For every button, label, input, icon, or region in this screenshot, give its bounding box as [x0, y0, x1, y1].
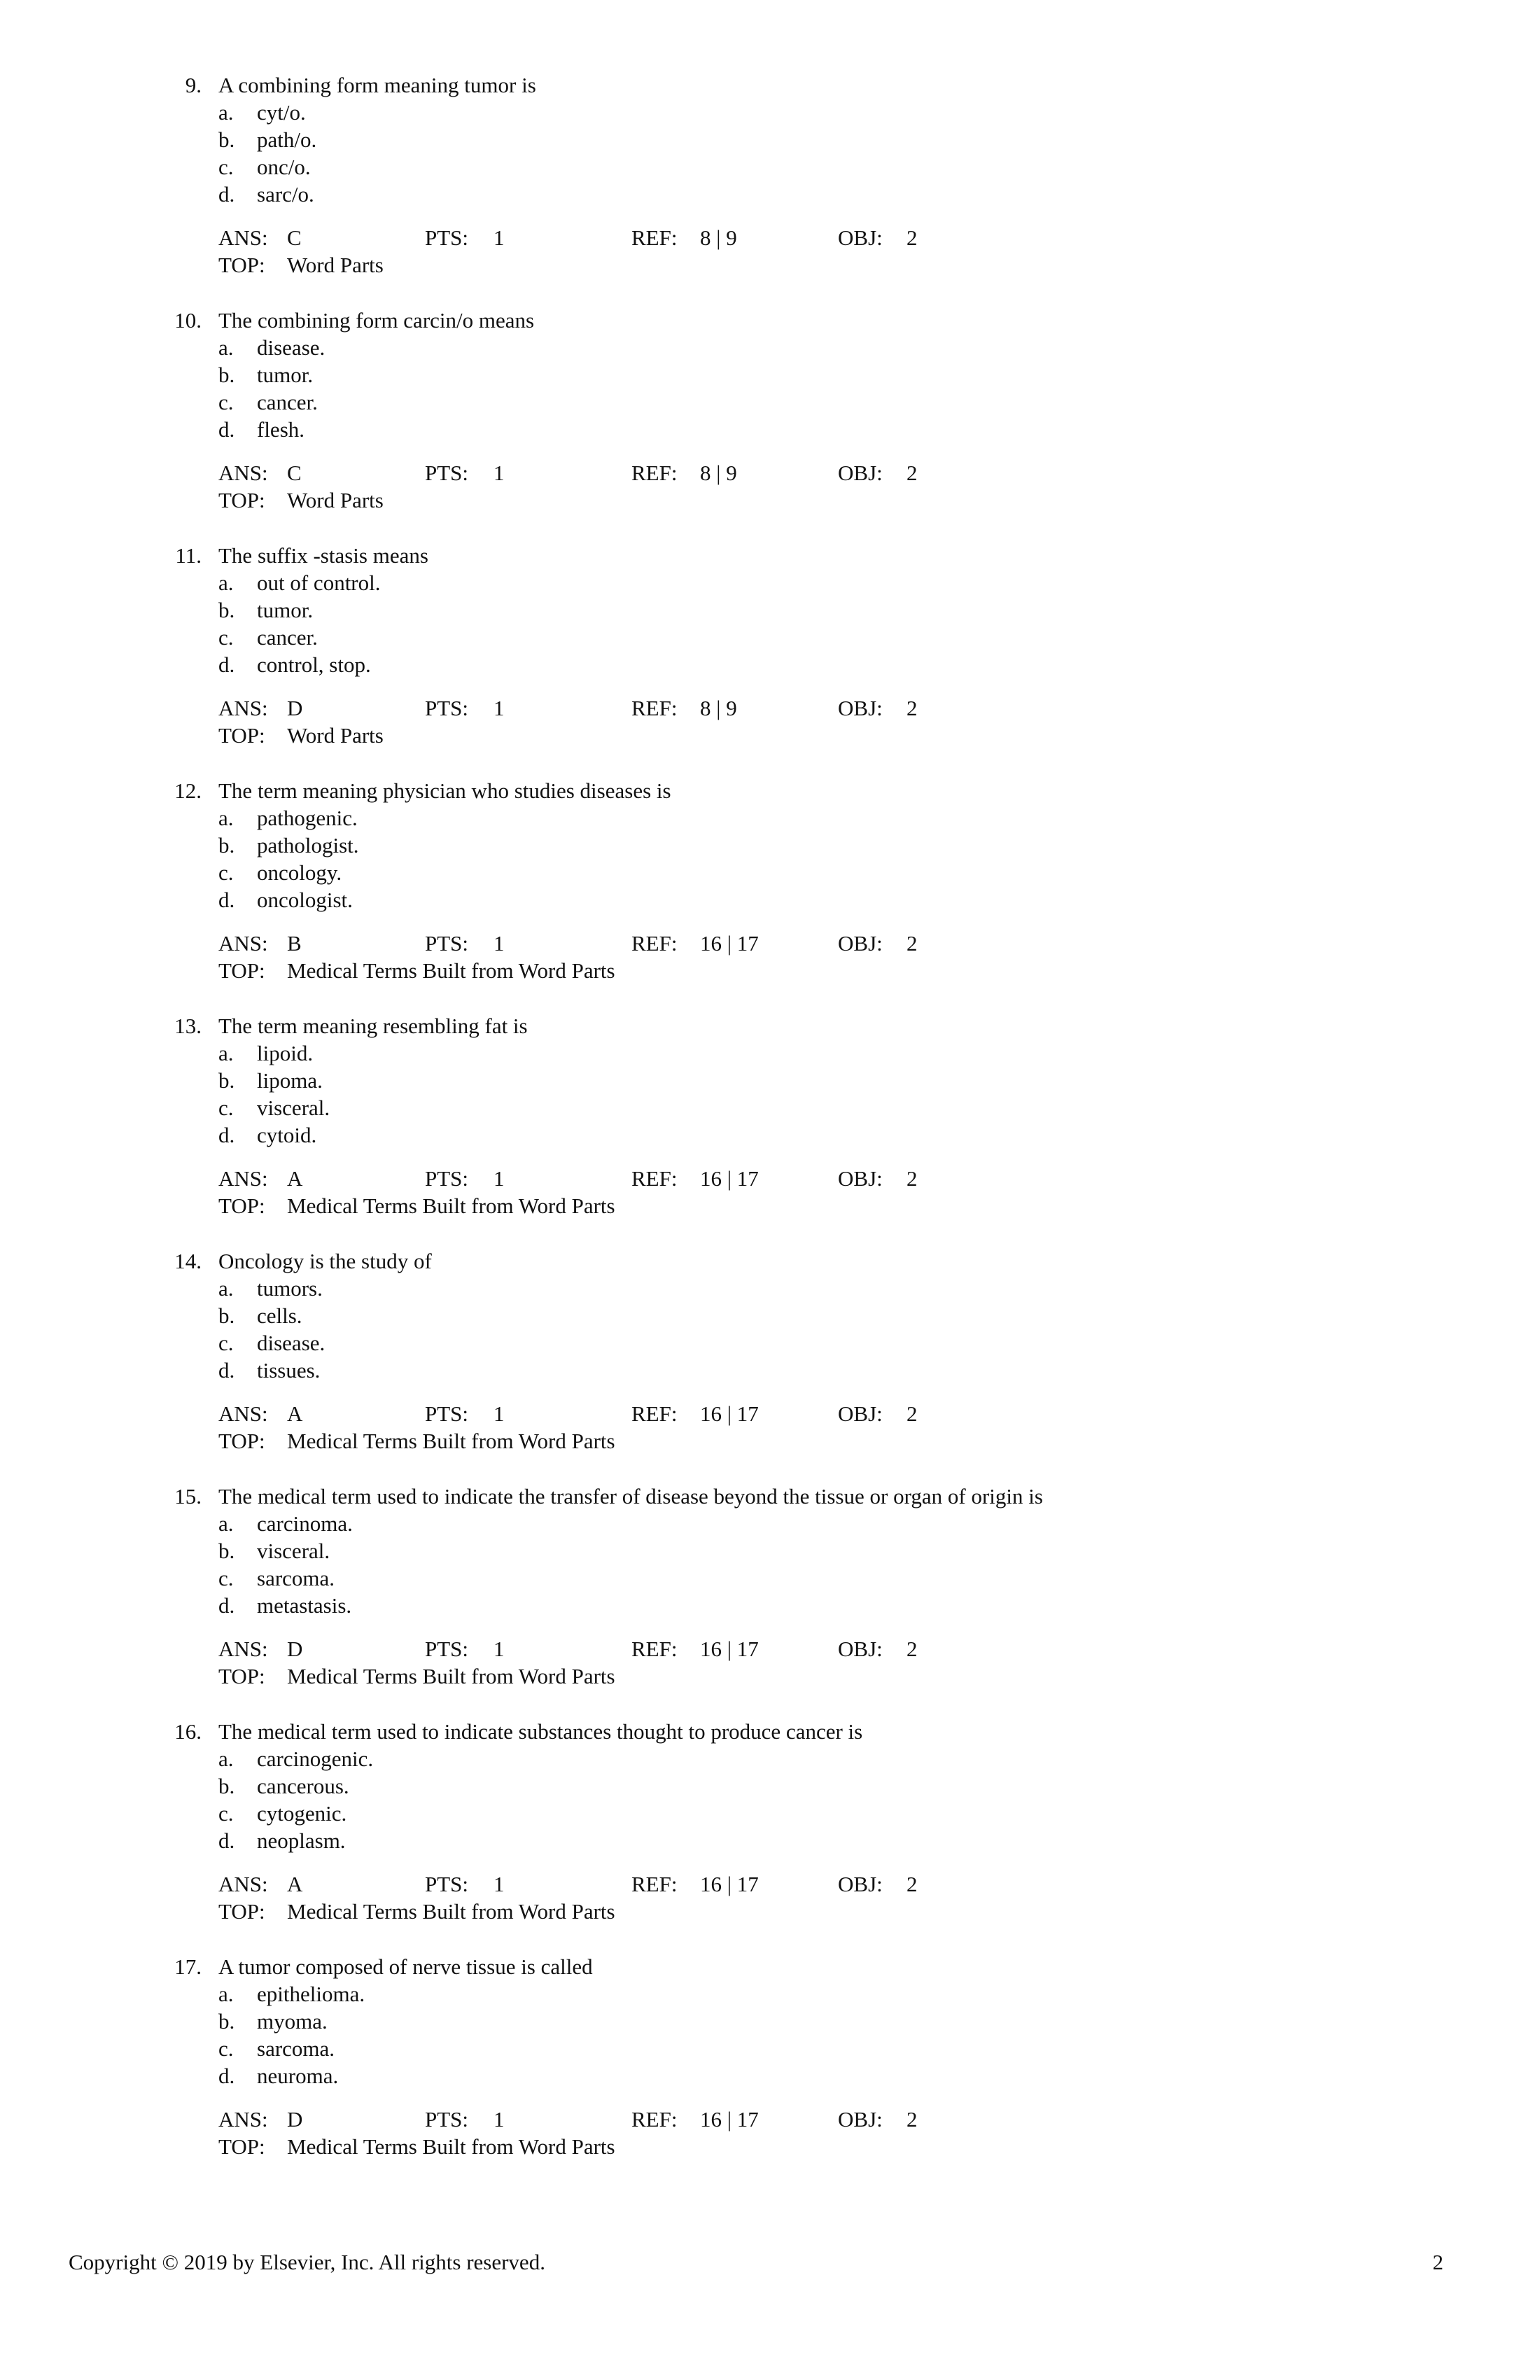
option-letter: b. — [218, 363, 235, 387]
option-text: carcinogenic. — [257, 1746, 374, 1771]
reference-label: REF: — [631, 1637, 678, 1661]
reference-label: REF: — [631, 225, 678, 250]
answer-value: A — [287, 1166, 303, 1191]
answer-label: ANS: — [218, 2107, 268, 2132]
option-text: flesh. — [257, 417, 305, 442]
points-label: PTS: — [425, 696, 469, 720]
option-letter: c. — [218, 390, 234, 414]
option-letter: d. — [218, 1123, 235, 1147]
option-letter: a. — [218, 1041, 234, 1065]
answer-value: B — [287, 931, 302, 955]
question-text: Oncology is the study of — [218, 1249, 432, 1273]
answer-label: ANS: — [218, 461, 268, 485]
points-label: PTS: — [425, 1637, 469, 1661]
objective-label: OBJ: — [838, 461, 883, 485]
objective-label: OBJ: — [838, 696, 883, 720]
topic-label: TOP: — [218, 1899, 265, 1924]
option-text: sarcoma. — [257, 2036, 335, 2061]
option-letter: b. — [218, 127, 235, 152]
question-block — [0, 1247, 1540, 1483]
question-text: The term meaning physician who studies diseases is — [218, 778, 671, 803]
option-text: visceral. — [257, 1539, 330, 1563]
question-block — [0, 777, 1540, 1012]
option-letter: a. — [218, 335, 234, 360]
points-label: PTS: — [425, 1872, 469, 1896]
option-text: metastasis. — [257, 1593, 352, 1618]
points-value: 1 — [493, 931, 505, 955]
topic-label: TOP: — [218, 723, 265, 748]
objective-value: 2 — [906, 225, 918, 250]
question-text: The combining form carcin/o means — [218, 308, 535, 332]
points-value: 1 — [493, 1872, 505, 1896]
option-letter: b. — [218, 2009, 235, 2033]
question-number: 15. — [174, 1484, 202, 1508]
topic-label: TOP: — [218, 1194, 265, 1218]
option-letter: d. — [218, 888, 235, 912]
option-letter: a. — [218, 100, 234, 125]
points-label: PTS: — [425, 931, 469, 955]
option-text: pathologist. — [257, 833, 359, 858]
option-letter: d. — [218, 1358, 235, 1382]
objective-label: OBJ: — [838, 2107, 883, 2132]
option-letter: b. — [218, 1068, 235, 1093]
reference-label: REF: — [631, 1166, 678, 1191]
reference-value: 16 | 17 — [700, 2107, 759, 2132]
option-letter: b. — [218, 1774, 235, 1798]
reference-value: 16 | 17 — [700, 1401, 759, 1426]
reference-value: 16 | 17 — [700, 931, 759, 955]
option-letter: c. — [218, 1331, 234, 1355]
reference-value: 8 | 9 — [700, 461, 737, 485]
topic-label: TOP: — [218, 488, 265, 512]
question-text: The term meaning resembling fat is — [218, 1014, 528, 1038]
reference-label: REF: — [631, 931, 678, 955]
answer-label: ANS: — [218, 1637, 268, 1661]
answer-value: D — [287, 2107, 303, 2132]
option-letter: b. — [218, 1539, 235, 1563]
question-number: 14. — [174, 1249, 202, 1273]
question-text: The medical term used to indicate the transfer of disease beyond the tissue or organ of origin is — [218, 1484, 1043, 1508]
option-text: control, stop. — [257, 652, 371, 677]
option-text: neuroma. — [257, 2064, 339, 2088]
points-value: 1 — [493, 1166, 505, 1191]
option-text: cancerous. — [257, 1774, 349, 1798]
answer-label: ANS: — [218, 1401, 268, 1426]
objective-value: 2 — [906, 1872, 918, 1896]
option-letter: d. — [218, 1593, 235, 1618]
reference-label: REF: — [631, 2107, 678, 2132]
objective-value: 2 — [906, 1166, 918, 1191]
question-number: 13. — [174, 1014, 202, 1038]
points-value: 1 — [493, 461, 505, 485]
option-letter: d. — [218, 417, 235, 442]
objective-value: 2 — [906, 931, 918, 955]
question-number: 16. — [174, 1719, 202, 1744]
option-text: sarc/o. — [257, 182, 314, 206]
points-value: 1 — [493, 225, 505, 250]
option-text: myoma. — [257, 2009, 328, 2033]
points-label: PTS: — [425, 1401, 469, 1426]
option-text: sarcoma. — [257, 1566, 335, 1590]
answer-label: ANS: — [218, 225, 268, 250]
option-letter: c. — [218, 1801, 234, 1826]
option-letter: a. — [218, 1276, 234, 1301]
points-label: PTS: — [425, 1166, 469, 1191]
reference-label: REF: — [631, 1401, 678, 1426]
reference-label: REF: — [631, 696, 678, 720]
points-value: 1 — [493, 1401, 505, 1426]
objective-label: OBJ: — [838, 225, 883, 250]
option-letter: c. — [218, 2036, 234, 2061]
objective-label: OBJ: — [838, 1166, 883, 1191]
option-letter: a. — [218, 570, 234, 595]
reference-value: 16 | 17 — [700, 1872, 759, 1896]
question-block — [0, 71, 1540, 307]
objective-label: OBJ: — [838, 1401, 883, 1426]
page-number: 2 — [1432, 2250, 1443, 2274]
topic-label: TOP: — [218, 253, 265, 277]
objective-value: 2 — [906, 1401, 918, 1426]
option-text: tumors. — [257, 1276, 323, 1301]
option-text: disease. — [257, 1331, 326, 1355]
option-text: tumor. — [257, 598, 314, 622]
topic-value: Word Parts — [287, 488, 384, 512]
option-text: cytoid. — [257, 1123, 317, 1147]
question-block — [0, 1718, 1540, 1953]
question-text: The medical term used to indicate substances thought to produce cancer is — [218, 1719, 863, 1744]
question-number: 9. — [185, 73, 202, 97]
topic-value: Medical Terms Built from Word Parts — [287, 1664, 615, 1688]
objective-value: 2 — [906, 1637, 918, 1661]
question-block — [0, 542, 1540, 777]
option-text: path/o. — [257, 127, 317, 152]
option-letter: d. — [218, 182, 235, 206]
objective-value: 2 — [906, 696, 918, 720]
option-text: tissues. — [257, 1358, 321, 1382]
question-block — [0, 1012, 1540, 1247]
reference-value: 8 | 9 — [700, 696, 737, 720]
answer-value: A — [287, 1401, 303, 1426]
reference-value: 16 | 17 — [700, 1166, 759, 1191]
answer-label: ANS: — [218, 1166, 268, 1191]
option-letter: a. — [218, 1511, 234, 1536]
answer-value: D — [287, 696, 303, 720]
question-number: 12. — [174, 778, 202, 803]
objective-label: OBJ: — [838, 1637, 883, 1661]
answer-value: A — [287, 1872, 303, 1896]
question-text: A combining form meaning tumor is — [218, 73, 536, 97]
option-letter: a. — [218, 1746, 234, 1771]
topic-label: TOP: — [218, 1664, 265, 1688]
option-letter: b. — [218, 598, 235, 622]
objective-value: 2 — [906, 461, 918, 485]
answer-value: C — [287, 461, 302, 485]
objective-label: OBJ: — [838, 931, 883, 955]
topic-value: Word Parts — [287, 723, 384, 748]
copyright-text: Copyright © 2019 by Elsevier, Inc. All rights reserved. — [69, 2250, 545, 2274]
question-block — [0, 1483, 1540, 1718]
answer-value: D — [287, 1637, 303, 1661]
option-letter: c. — [218, 860, 234, 885]
reference-label: REF: — [631, 1872, 678, 1896]
option-text: lipoma. — [257, 1068, 323, 1093]
topic-value: Medical Terms Built from Word Parts — [287, 2134, 615, 2159]
option-text: carcinoma. — [257, 1511, 353, 1536]
option-text: onc/o. — [257, 155, 311, 179]
objective-value: 2 — [906, 2107, 918, 2132]
answer-label: ANS: — [218, 696, 268, 720]
topic-label: TOP: — [218, 958, 265, 983]
option-text: oncology. — [257, 860, 342, 885]
option-text: oncologist. — [257, 888, 353, 912]
answer-label: ANS: — [218, 931, 268, 955]
option-letter: c. — [218, 625, 234, 650]
question-number: 10. — [174, 308, 202, 332]
topic-value: Medical Terms Built from Word Parts — [287, 1899, 615, 1924]
question-number: 11. — [175, 543, 202, 568]
option-letter: b. — [218, 833, 235, 858]
points-value: 1 — [493, 2107, 505, 2132]
question-text: A tumor composed of nerve tissue is called — [218, 1954, 593, 1979]
points-label: PTS: — [425, 461, 469, 485]
topic-value: Word Parts — [287, 253, 384, 277]
option-text: cancer. — [257, 625, 318, 650]
answer-value: C — [287, 225, 302, 250]
option-letter: c. — [218, 1096, 234, 1120]
option-text: out of control. — [257, 570, 381, 595]
question-block — [0, 1953, 1540, 2188]
option-letter: d. — [218, 2064, 235, 2088]
points-label: PTS: — [425, 2107, 469, 2132]
option-text: epithelioma. — [257, 1982, 365, 2006]
question-text: The suffix -stasis means — [218, 543, 428, 568]
option-text: pathogenic. — [257, 806, 358, 830]
option-text: cyt/o. — [257, 100, 306, 125]
option-text: cancer. — [257, 390, 318, 414]
option-letter: b. — [218, 1303, 235, 1328]
topic-value: Medical Terms Built from Word Parts — [287, 1194, 615, 1218]
points-value: 1 — [493, 696, 505, 720]
points-value: 1 — [493, 1637, 505, 1661]
option-letter: c. — [218, 1566, 234, 1590]
option-letter: d. — [218, 1828, 235, 1853]
option-text: cytogenic. — [257, 1801, 347, 1826]
reference-value: 16 | 17 — [700, 1637, 759, 1661]
topic-value: Medical Terms Built from Word Parts — [287, 958, 615, 983]
question-number: 17. — [174, 1954, 202, 1979]
option-letter: a. — [218, 806, 234, 830]
option-letter: d. — [218, 652, 235, 677]
topic-label: TOP: — [218, 2134, 265, 2159]
points-label: PTS: — [425, 225, 469, 250]
question-block — [0, 307, 1540, 542]
reference-label: REF: — [631, 461, 678, 485]
option-text: cells. — [257, 1303, 302, 1328]
topic-value: Medical Terms Built from Word Parts — [287, 1429, 615, 1453]
option-text: tumor. — [257, 363, 314, 387]
topic-label: TOP: — [218, 1429, 265, 1453]
objective-label: OBJ: — [838, 1872, 883, 1896]
option-text: visceral. — [257, 1096, 330, 1120]
option-letter: a. — [218, 1982, 234, 2006]
option-text: lipoid. — [257, 1041, 314, 1065]
option-text: neoplasm. — [257, 1828, 346, 1853]
option-text: disease. — [257, 335, 326, 360]
option-letter: c. — [218, 155, 234, 179]
answer-label: ANS: — [218, 1872, 268, 1896]
reference-value: 8 | 9 — [700, 225, 737, 250]
